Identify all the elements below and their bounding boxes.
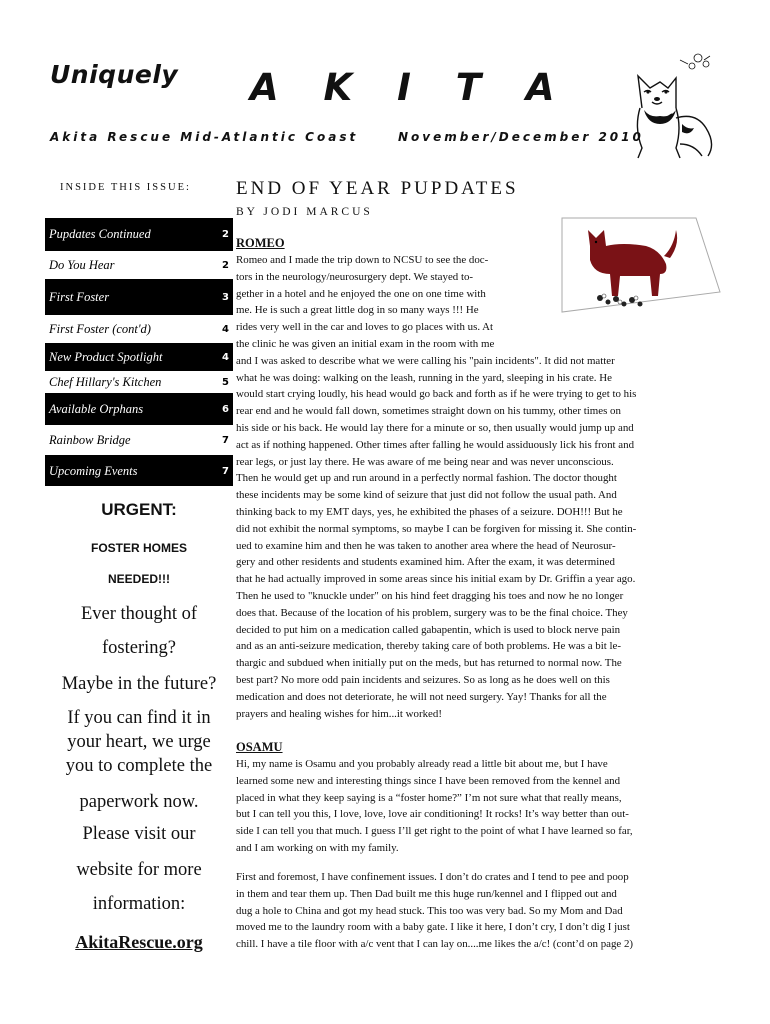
text-line: Hi, my name is Osamu and you probably already read a little bit about me, but I have	[236, 758, 608, 770]
text-line: these incidents may be some kind of seizure that just did not follow the usual path. And	[236, 489, 617, 502]
text-line: dug a hole to China and got my head stuck. This too was very bad. So my Mom and Dad	[236, 904, 623, 917]
text-line: does that. Because of the location of his problem, surgery was to be the final choice. They	[236, 606, 628, 619]
text-line: learned some new and interesting things since I have been removed from the kennel and	[236, 774, 621, 787]
osamu-paragraph-1	[236, 756, 633, 857]
inside-this-issue-label: INSIDE THIS ISSUE:	[60, 182, 191, 193]
toc-item-page: 4	[222, 323, 229, 335]
article-title: END OF YEAR PUPDATES	[236, 178, 519, 199]
toc-item-page: 4	[222, 351, 229, 363]
text-line: Then he used to "knuckle under" on his hind feet dragging his toes and now he no longer	[236, 589, 624, 602]
toc-item[interactable]	[45, 344, 233, 370]
text-line: rear end and he would fall down, sometimes straight down on his tummy, other times on	[236, 405, 621, 418]
toc-item-label: Upcoming Events	[49, 463, 138, 478]
promo-line: paperwork now.	[79, 792, 199, 812]
toc-item-label: First Foster (cont'd)	[49, 321, 151, 336]
text-line: moved me to the laundry room with a baby gate. I like it here, I don’t cry, I don’t dig I just	[236, 921, 630, 934]
text-line: that he had actually improved in some areas since his initial exam by Dr. Griffin a year ago.	[236, 573, 636, 586]
text-line: in them and tear them up. Then Dad built me this huge run/kennel and I flipped out and	[236, 887, 617, 900]
text-line: prayers and healing wishes for him...it worked!	[236, 707, 442, 720]
organization-name: Akita Rescue Mid-Atlantic Coast	[50, 130, 359, 144]
article-byline: BY JODI MARCUS	[236, 206, 373, 218]
toc-item-label: Chef Hillary's Kitchen	[49, 374, 162, 389]
text-line: ued to examine him and then he was taken to another area where the head of Neurosur-	[236, 539, 616, 552]
text-line: the clinic he was given an initial exam in the room with me	[236, 337, 495, 350]
toc-item-label: Do You Hear	[49, 257, 115, 272]
text-line: gery and other residents and students examined him. After the exam, it was determined	[236, 556, 615, 569]
text-line: and as an anti-seizure medication, thereby taking care of both problems. He was a bit le-	[236, 640, 621, 653]
text-line: chill. I have a tile floor with a/c vent that I can lay on....me likes the a/c! (cont’d on page 2)	[236, 938, 634, 951]
promo-line: your heart, we urge	[67, 732, 211, 752]
toc-item[interactable]	[45, 394, 233, 424]
text-line: tors in the neurology/neurosurgery dept. We stayed to-	[236, 270, 474, 283]
toc-item[interactable]	[45, 424, 233, 456]
text-line: me. He is such a great little dog in so many ways !!! He	[236, 304, 479, 317]
issue-date: November/December 2010	[398, 130, 644, 144]
toc-item[interactable]	[45, 456, 233, 486]
text-line: rides very well in the car and loves to go places with us. At	[236, 321, 494, 334]
promo-line: Ever thought of	[80, 604, 198, 624]
text-line: gether in a hotel and he enjoyed the one on one time with	[236, 287, 486, 300]
text-line: rear legs, or just lay there. He was aware of me being near and was never unconscious.	[236, 455, 614, 468]
romeo-heading: ROMEO	[236, 236, 285, 250]
promo-line: Please visit our	[82, 824, 196, 844]
toc-item-page: 3	[222, 291, 229, 303]
toc-item-page: 2	[222, 228, 229, 240]
toc-item-page: 5	[222, 376, 229, 388]
table-of-contents	[45, 218, 233, 486]
text-line: and I am working on with my family.	[236, 841, 399, 854]
toc-item[interactable]	[45, 218, 233, 250]
text-line: and I was asked to describe what we were calling his "pain incidents". It did not matter	[236, 354, 615, 367]
toc-item[interactable]	[45, 370, 233, 394]
needed-text: NEEDED!!!	[108, 572, 170, 586]
text-line: First and foremost, I have confinement issues. I don’t do crates and I tend to pee and poop	[236, 871, 629, 883]
text-line: but I can tell you this, I love, love, love air conditioning! It rocks! It’s way better than out-	[236, 808, 629, 821]
text-line: his side or his back. He would lay there for a minute or so, then usually would jump up and	[236, 421, 634, 434]
toc-item-label: First Foster	[49, 289, 110, 304]
masthead-uniquely: Uniquely	[50, 60, 179, 89]
toc-item[interactable]	[45, 250, 233, 280]
text-line: did not exhibit the normal symptoms, so maybe I can be forgiven for missing it. She contin-	[236, 522, 637, 535]
text-line: medication and does not deteriorate, he will not need surgery. Yay! Thanks for all the	[236, 690, 607, 703]
promo-line: Maybe in the future?	[61, 674, 217, 694]
toc-item-label: Pupdates Continued	[49, 226, 151, 241]
promo-line: website for more	[76, 860, 202, 880]
text-line: what he was doing: walking on the leash, running in the yard, sleeping in his crate. He	[236, 371, 612, 384]
text-line: placed in what they keep saying is a “foster home?” I’m not sure what that really means,	[236, 791, 622, 804]
toc-item-page: 7	[222, 434, 229, 446]
text-line: Romeo and I made the trip down to NCSU to see the doc-	[236, 254, 489, 266]
newsletter-title: A K I T A	[250, 66, 571, 109]
urgent-heading: URGENT:	[101, 500, 177, 519]
text-line: thargic and subdued when initially put on the meds, but has returned to normal now. The	[236, 657, 622, 670]
osamu-heading: OSAMU	[236, 740, 283, 754]
promo-line: you to complete the	[65, 756, 213, 776]
text-line: Then he would get up and run around in a perfectly normal fashion. The doctor thought	[236, 472, 617, 485]
toc-item-page: 2	[222, 259, 229, 271]
toc-item-label: Available Orphans	[49, 401, 144, 416]
promo-line: fostering?	[102, 638, 176, 658]
promo-line: information:	[92, 894, 186, 914]
toc-item[interactable]	[45, 280, 233, 314]
akita-dog-drawing-icon	[620, 48, 720, 160]
promo-line: If you can find it in	[67, 708, 211, 728]
website-link[interactable]: AkitaRescue.org	[75, 932, 203, 952]
text-line: side I can tell you that much. I guess I’ll get right to the point of what I have learned so far,	[236, 825, 633, 838]
text-line: thinking back to my EMT days, yes, he exhibited the phases of a seizure. DOH!!! But he	[236, 505, 623, 518]
osamu-paragraph-2	[236, 869, 633, 953]
romeo-paragraph	[236, 252, 636, 722]
text-line: would start crying loudly, his head would go back and forth as if he were trying to get to his	[236, 388, 637, 401]
text-line: decided to put him on a medication called gabapentin, which is used to block nerve pain	[236, 623, 621, 636]
toc-item-label: Rainbow Bridge	[49, 432, 131, 447]
toc-item-page: 6	[222, 403, 229, 415]
toc-item-label: New Product Spotlight	[49, 349, 163, 364]
text-line: act as if nothing happened. Other times after falling he would assiduously lick his front and	[236, 438, 635, 451]
toc-item-page: 7	[222, 465, 229, 477]
toc-item[interactable]	[45, 314, 233, 344]
foster-homes-text: FOSTER HOMES	[90, 541, 187, 555]
text-line: best part? No more odd pain incidents and seizures. So as long as he does well on this	[236, 673, 610, 686]
